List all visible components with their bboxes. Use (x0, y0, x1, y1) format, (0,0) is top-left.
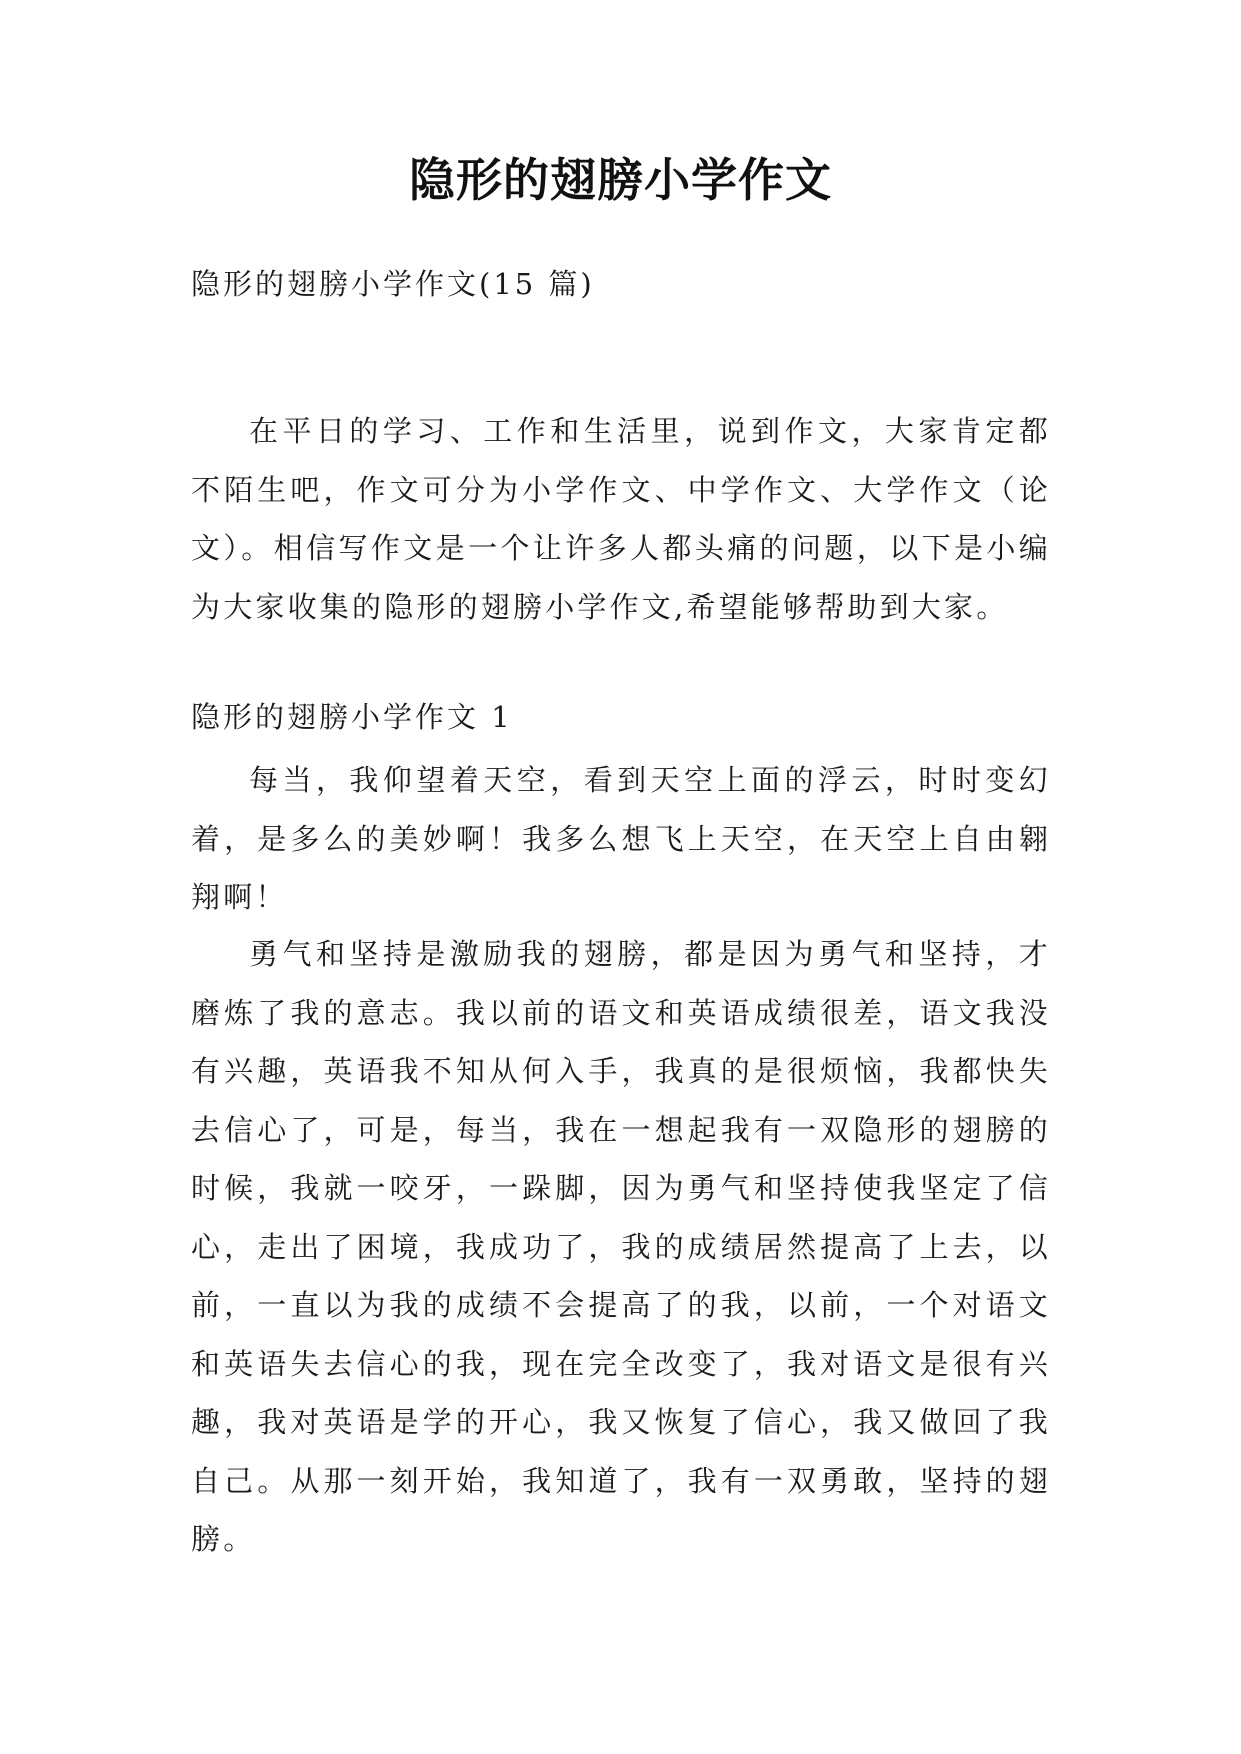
document-subtitle: 隐形的翅膀小学作文(15 篇) (191, 267, 595, 301)
section-paragraph-2: 勇气和坚持是激励我的翅膀，都是因为勇气和坚持，才磨炼了我的意志。我以前的语文和英语成绩很差，语文我没有兴趣，英语我不知从何入手，我真的是很烦恼，我都快失去信心了，可是，每当，我在一想起我有一双隐形的翅膀的时候，我就一咬牙，一跺脚，因为勇气和坚持使我坚定了信心，走出了困境，我成功了，我的成绩居然提高了上去，以前，一直以为我的成绩不会提高了的我，以前，一个对语文和英语失去信心的我，现在完全改变了，我对语文是很有兴趣，我对英语是学的开心，我又恢复了信心，我又做回了我自己。从那一刻开始，我知道了，我有一双勇敢，坚持的翅膀。 (191, 937, 1051, 1556)
section-heading: 隐形的翅膀小学作文 1 (191, 700, 513, 734)
section-paragraph-1: 每当，我仰望着天空，看到天空上面的浮云，时时变幻着，是多么的美妙啊！我多么想飞上天空，在天空上自由翱翔啊！ (191, 763, 1051, 914)
intro-paragraph: 在平日的学习、工作和生活里，说到作文，大家肯定都不陌生吧，作文可分为小学作文、中学作文、大学作文（论文）。相信写作文是一个让许多人都头痛的问题，以下是小编为大家收集的隐形的翅膀小学作文,希望能够帮助到大家。 (191, 414, 1051, 624)
document-title: 隐形的翅膀小学作文 (409, 153, 832, 207)
